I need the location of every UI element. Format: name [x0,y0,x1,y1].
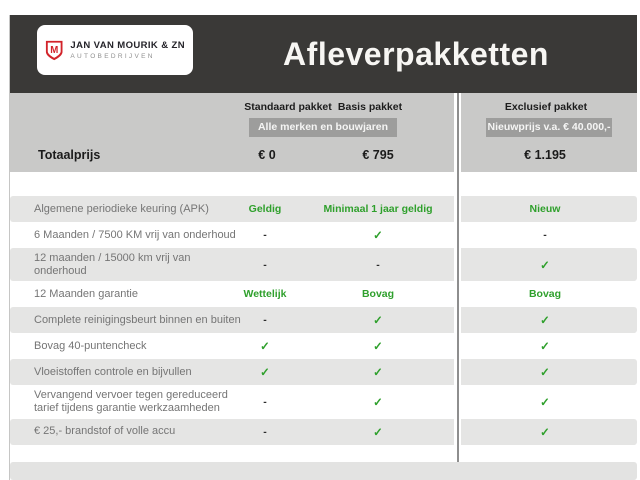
value-standaard: ✓ [260,341,270,354]
brand-subtitle: AUTOBEDRIJVEN [70,53,155,60]
value-exclusief: ✓ [540,426,550,439]
value-standaard: - [263,425,267,438]
package-name-standaard: Standaard pakket [244,101,332,113]
feature-label: Vloeistoffen controle en bijvullen [34,365,192,378]
table-row [10,307,637,333]
value-basis: Bovag [361,288,395,301]
table-row [10,419,637,445]
value-basis: Minimaal 1 jaar geldig [323,203,433,215]
value-standaard: - [263,314,267,327]
table-row [10,385,637,418]
brand-logo-card [37,25,193,75]
feature-label: Algemene periodieke keuring (APK) [34,202,209,215]
column-divider-line [457,93,459,462]
table-row [10,333,637,359]
feature-label: 6 Maanden / 7500 KM vrij van onderhoud [34,228,236,241]
value-exclusief: ✓ [540,367,550,380]
column-divider [454,93,461,462]
brand-shield-icon [45,35,63,66]
feature-table [10,196,637,445]
total-price-standaard: € 0 [258,148,276,162]
value-basis: ✓ [373,367,383,380]
value-exclusief: ✓ [540,259,550,272]
value-standaard: ✓ [260,367,270,380]
value-exclusief: Bovag [528,288,562,301]
exclusief-price-badge: Nieuwprijs v.a. € 40.000,- [486,118,612,137]
brand-logo-letter: M [50,44,59,56]
package-header-band [10,93,637,172]
package-name-exclusief: Exclusief pakket [504,101,588,113]
total-price-basis: € 795 [362,148,394,162]
feature-label: Bovag 40-puntencheck [34,339,147,352]
page-title: Afleverpakketten [283,35,549,72]
package-name-basis: Basis pakket [337,101,403,113]
header [10,15,637,93]
footer-bar [10,462,637,480]
value-exclusief: ✓ [540,341,550,354]
value-basis: - [376,258,380,271]
table-row [10,222,637,248]
table-row [10,359,637,385]
feature-label: Complete reinigingsbeurt binnen en buiten [34,313,241,326]
value-exclusief: Nieuw [529,203,561,215]
value-standaard: - [263,395,267,408]
value-standaard: Wettelijk [243,288,287,301]
value-standaard: - [263,229,267,241]
total-price-exclusief: € 1.195 [524,148,566,162]
value-basis: ✓ [373,230,383,242]
value-standaard: - [263,258,267,271]
table-row [10,196,637,222]
value-basis: ✓ [373,426,383,439]
value-basis: ✓ [373,396,383,409]
table-row [10,281,637,307]
value-exclusief: - [543,229,547,241]
brand-name: JAN VAN MOURIK & ZN [70,40,185,51]
feature-label: € 25,- brandstof of volle accu [34,425,176,438]
feature-label: 12 maanden / 15000 km vrij van onderhoud [34,252,191,277]
table-row [10,248,637,281]
brand-text-block [70,40,185,60]
value-exclusief: ✓ [540,396,550,409]
value-standaard: Geldig [248,203,282,215]
shared-badge: Alle merken en bouwjaren [249,118,397,137]
value-basis: ✓ [373,315,383,328]
feature-label: Vervangend vervoer tegen gereduceerd tarief tijdens garantie werkzaamheden [34,389,228,414]
value-exclusief: ✓ [540,315,550,328]
feature-label: 12 Maanden garantie [34,287,138,300]
value-basis: ✓ [373,341,383,354]
total-price-label: Totaalprijs [38,148,101,162]
